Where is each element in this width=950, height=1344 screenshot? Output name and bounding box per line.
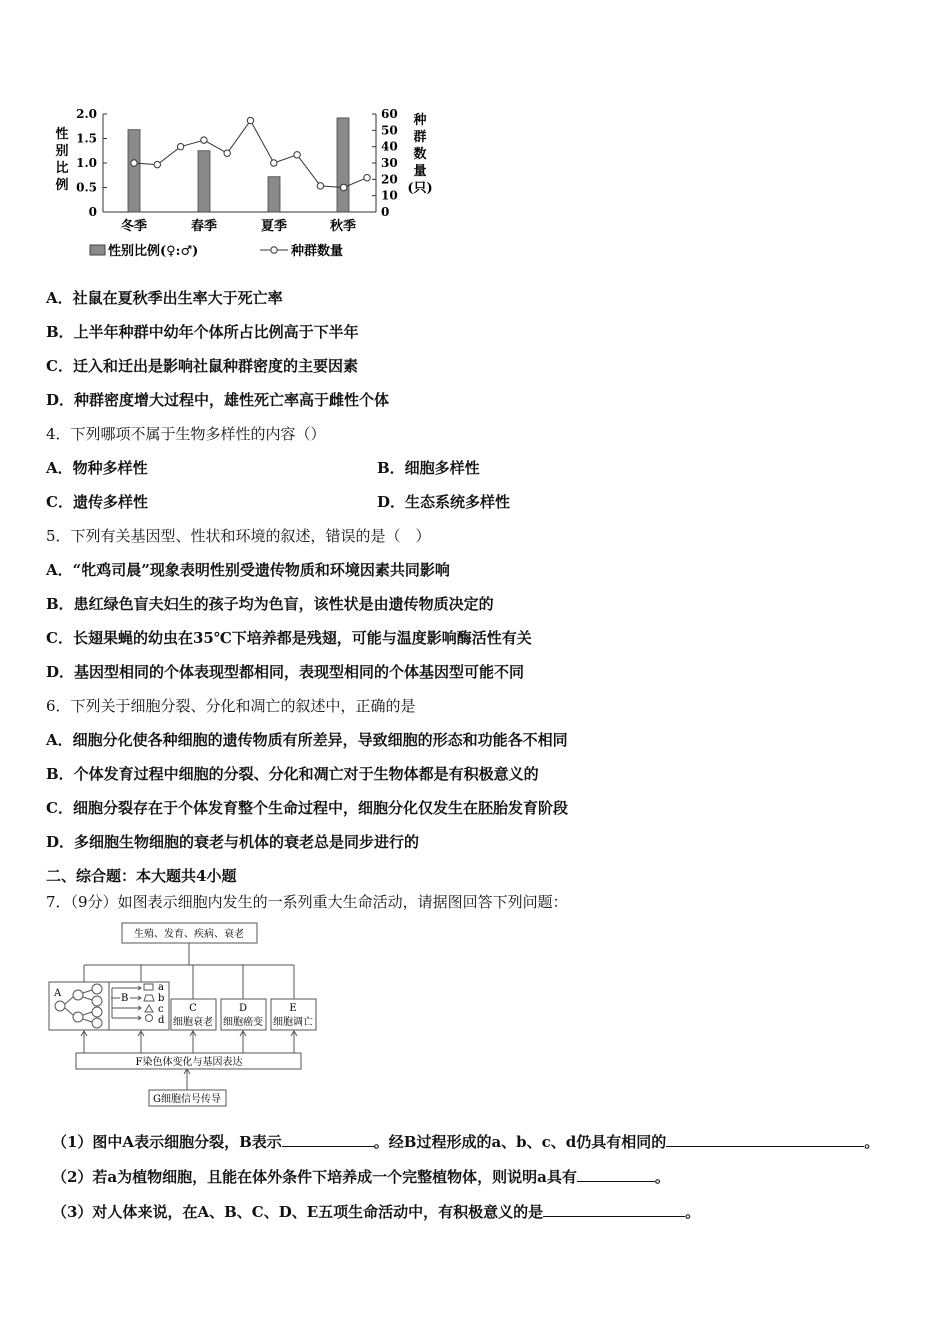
q6-option-d: D．多细胞生物细胞的衰老与机体的衰老总是同步进行的 [46, 833, 420, 851]
left-axis-label: 比 [55, 161, 69, 176]
legend-bar-label: 性别比例(♀:♂) [108, 244, 199, 259]
category-label: 秋季 [329, 219, 357, 234]
q7-sub2-blank[interactable] [577, 1166, 655, 1182]
population-line [134, 121, 367, 188]
population-point [201, 137, 207, 143]
q5-stem: 5．下列有关基因型、性状和环境的叙述，错误的是（ ） [46, 527, 431, 545]
q7-sub2-text-a: （2）若a为植物细胞，且能在体外条件下培养成一个完整植物体，则说明a具有 [52, 1168, 577, 1186]
left-axis-label: 别 [55, 144, 69, 159]
population-chart [48, 100, 448, 265]
right-axis-label: (只) [407, 181, 433, 196]
diagram-cell-a: a [158, 982, 164, 993]
q3-option-b: B．上半年种群中幼年个体所占比例高于下半年 [46, 323, 359, 341]
legend-line-label: 种群数量 [291, 244, 344, 259]
bar-秋季 [337, 118, 349, 212]
chart-axes [103, 114, 376, 212]
q7-sub2-text-b: 。 [654, 1168, 670, 1186]
left-tick-label: 0 [88, 205, 97, 219]
bar-春季 [198, 151, 210, 212]
q7-sub1-text-c: 。 [864, 1133, 880, 1151]
q5-option-c: C．长翅果蝇的幼虫在35℃下培养都是残翅，可能与温度影响酶活性有关 [46, 629, 532, 647]
legend-bar-swatch [90, 245, 105, 255]
diagram-b-label: B [121, 993, 129, 1004]
q4-option-b: B．细胞多样性 [377, 459, 480, 477]
population-point [271, 160, 277, 166]
section-heading: 二、综合题：本大题共4小题 [46, 867, 237, 885]
diagram-d-letter: D [238, 1003, 248, 1014]
legend-line-marker [271, 247, 277, 253]
left-axis-label: 例 [55, 178, 69, 193]
left-tick-label: 1.0 [76, 156, 97, 170]
q5-option-b: B．患红绿色盲夫妇生的孩子均为色盲，该性状是由遗传物质决定的 [46, 595, 494, 613]
diagram-c-text: 细胞衰老 [173, 1017, 213, 1028]
right-tick-label: 60 [381, 107, 398, 121]
q7-sub1-blank-2[interactable] [666, 1131, 864, 1147]
category-label: 春季 [190, 219, 218, 234]
left-tick-label: 2.0 [76, 107, 97, 121]
right-axis-label: 群 [413, 130, 427, 145]
population-point [247, 117, 253, 123]
q7-sub3-blank[interactable] [543, 1201, 685, 1217]
q4-option-c: C．遗传多样性 [46, 493, 148, 511]
diagram-cell-c: c [158, 1004, 164, 1015]
q4-stem: 4．下列哪项不属于生物多样性的内容（） [46, 425, 326, 443]
diagram-e-text: 细胞调亡 [273, 1017, 313, 1028]
q7-sub3-text-b: 。 [685, 1203, 701, 1221]
chart-bars [128, 118, 349, 212]
population-point [154, 161, 160, 167]
q7-sub3-text-a: （3）对人体来说，在A、B、C、D、E五项生命活动中，有积极意义的是 [52, 1203, 544, 1221]
diagram-c-letter: C [189, 1003, 197, 1014]
diagram-d-text: 细胞癌变 [223, 1017, 263, 1028]
right-tick-label: 10 [381, 188, 398, 203]
left-tick-label: 0.5 [76, 180, 97, 195]
q4-option-d: D．生态系统多样性 [377, 493, 511, 511]
right-axis-label: 种 [413, 113, 427, 128]
diagram-top-text: 生殖、发育、疾病、衰老 [134, 929, 244, 940]
left-tick-label: 1.5 [76, 131, 97, 146]
bar-夏季 [268, 177, 280, 212]
left-axis-label: 性 [55, 127, 69, 142]
right-tick-label: 0 [381, 205, 390, 219]
q5-option-d: D．基因型相同的个体表现型都相同，表现型相同的个体基因型可能不同 [46, 663, 525, 681]
diagram-cell-b: b [158, 993, 165, 1004]
diagram-a-label: A [54, 988, 62, 999]
q6-option-b: B．个体发育过程中细胞的分裂、分化和凋亡对于生物体都是有积极意义的 [46, 765, 539, 783]
q7-sub3 [52, 1201, 700, 1222]
right-tick-label: 40 [381, 139, 398, 154]
right-axis-label: 数 [413, 147, 427, 162]
q7-stem: 7．（9分）如图表示细胞内发生的一系列重大生命活动，请据图回答下列问题： [46, 893, 568, 911]
population-point [364, 175, 370, 181]
category-label: 夏季 [260, 219, 288, 234]
q3-option-c: C．迁入和迁出是影响社鼠种群密度的主要因素 [46, 357, 358, 375]
diagram-cell-d: d [158, 1015, 165, 1026]
right-tick-label: 50 [381, 123, 398, 138]
population-point [294, 152, 300, 158]
q6-stem: 6．下列关于细胞分裂、分化和凋亡的叙述中，正确的是 [46, 697, 416, 715]
population-point [224, 150, 230, 156]
population-point [131, 160, 137, 166]
q4-option-a: A．物种多样性 [46, 459, 148, 477]
right-axis-label: 量 [413, 164, 427, 179]
q7-sub1 [52, 1131, 879, 1152]
diagram-f-text: F染色体变化与基因表达 [135, 1057, 243, 1068]
right-tick-label: 30 [381, 156, 398, 170]
category-label: 冬季 [120, 219, 148, 234]
chart-line [131, 117, 370, 190]
diagram-g-text: G细胞信号传导 [153, 1094, 221, 1105]
q3-option-a: A．社鼠在夏秋季出生率大于死亡率 [46, 289, 283, 307]
q7-sub2 [52, 1166, 670, 1187]
q3-option-d: D．种群密度增大过程中，雄性死亡率高于雌性个体 [46, 391, 390, 409]
q6-option-c: C．细胞分裂存在于个体发育整个生命过程中，细胞分化仅发生在胚胎发育阶段 [46, 799, 568, 817]
q7-sub1-text-a: （1）图中A表示细胞分裂，B表示 [52, 1133, 282, 1151]
population-point [177, 143, 183, 149]
cell-life-activity-diagram [46, 920, 336, 1115]
q5-option-a: A．“牝鸡司晨”现象表明性别受遗传物质和环境因素共同影响 [46, 561, 450, 579]
bar-冬季 [128, 130, 140, 212]
q6-option-a: A．细胞分化使各种细胞的遗传物质有所差异，导致细胞的形态和功能各不相同 [46, 731, 568, 749]
diagram-e-letter: E [289, 1003, 297, 1014]
population-point [341, 184, 347, 190]
q7-sub1-text-b: 。经B过程形成的a、b、c、d仍具有相同的 [373, 1133, 667, 1151]
right-tick-label: 20 [381, 172, 398, 187]
q7-sub1-blank-1[interactable] [282, 1131, 374, 1147]
population-point [317, 183, 323, 189]
